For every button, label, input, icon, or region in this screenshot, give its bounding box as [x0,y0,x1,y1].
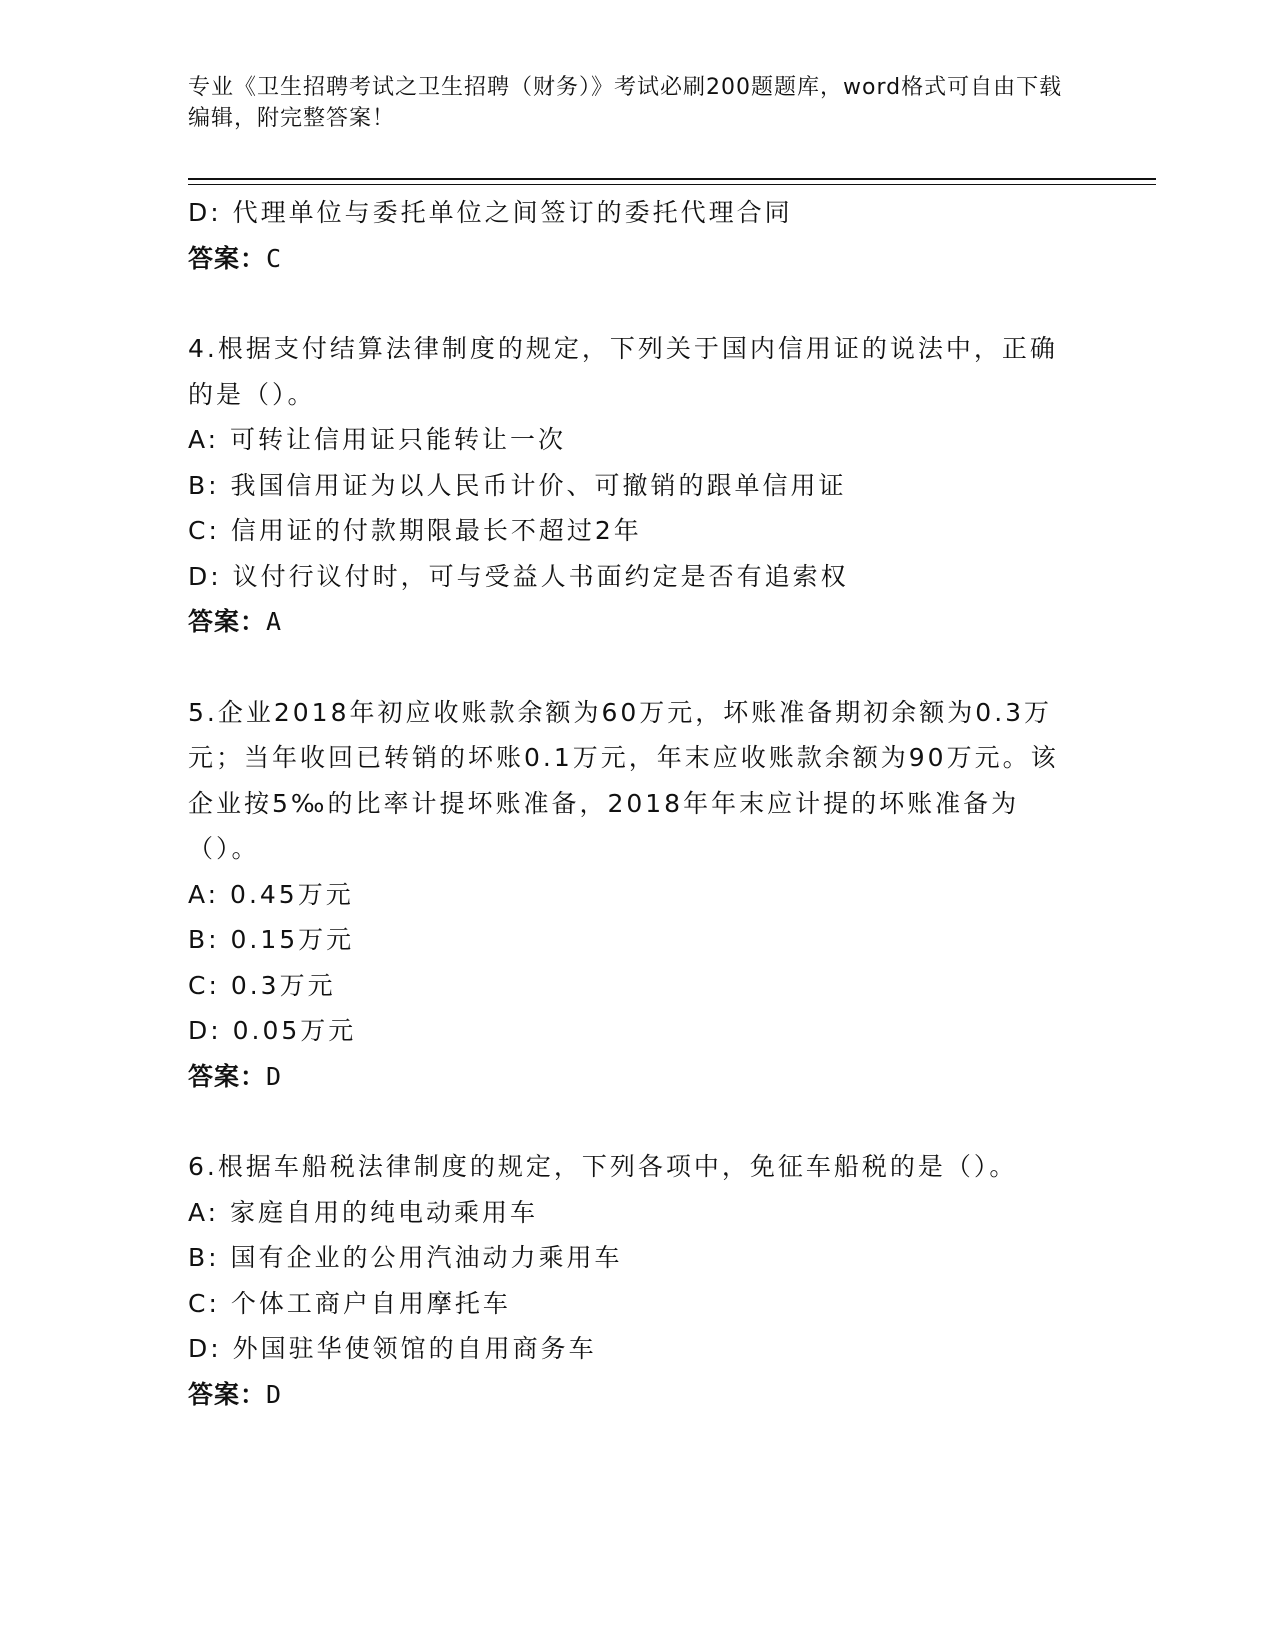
document-header [188,72,1068,134]
option-b: B: 国有企业的公用汽油动力乘用车 [188,1243,623,1272]
answer-line [188,1054,1088,1100]
option-b: B: 我国信用证为以人民币计价、可撤销的跟单信用证 [188,470,847,500]
document-body [188,190,1088,1417]
answer-line [188,1372,1088,1418]
option-c: C: 个体工商户自用摩托车 [188,1288,511,1318]
answer-value: A [266,607,283,636]
answer-line [188,236,1088,282]
option-c: C: 信用证的付款期限最长不超过2年 [188,516,642,545]
option-b: B: 0.15万元 [188,925,355,954]
option-d: D: 外国驻华使领馆的自用商务车 [188,1334,597,1363]
question-stem: 6.根据车船税法律制度的规定，下列各项中，免征车船税的是（）。 [188,1152,1018,1181]
question-block [188,690,1088,1100]
spacer [188,645,1088,690]
spacer [188,281,1088,326]
answer-label: 答案： [188,607,267,636]
header-divider-thin [188,184,1156,185]
option-d: D: 议付行议付时，可与受益人书面约定是否有追索权 [188,561,849,591]
option-a: A: 可转让信用证只能转让一次 [188,425,567,454]
question-stem: 5.企业2018年初应收账款余额为60万元，坏账准备期初余额为0.3万元；当年收回已转销的坏账0.1万元，年末应收账款余额为90万元。该企业按5‰的比率计提坏账准备，2018年年末应计提的坏账准备为（）。 [188,697,1059,863]
option-d: D: 0.05万元 [188,1016,357,1045]
answer-value: D [266,1061,283,1091]
option-d: D: 代理单位与委托单位之间签订的委托代理合同 [188,198,793,227]
answer-value: D [266,1379,283,1409]
option-c: C: 0.3万元 [188,970,336,1000]
answer-line [188,599,1088,645]
question-block [188,1144,1088,1417]
answer-label: 答案： [188,1379,267,1409]
answer-label: 答案： [188,1061,267,1091]
option-a: A: 0.45万元 [188,879,354,909]
question-stem: 4.根据支付结算法律制度的规定，下列关于国内信用证的说法中，正确的是（）。 [188,334,1058,409]
answer-value: C [266,243,283,273]
answer-label: 答案： [188,243,267,273]
option-a: A: 家庭自用的纯电动乘用车 [188,1197,539,1227]
question-block [188,326,1088,645]
header-divider-thick [188,178,1156,180]
spacer [188,1099,1088,1144]
document-title: 专业《卫生招聘考试之卫生招聘（财务）》考试必刷200题题库，word格式可自由下载编辑，附完整答案！ [188,75,1063,131]
